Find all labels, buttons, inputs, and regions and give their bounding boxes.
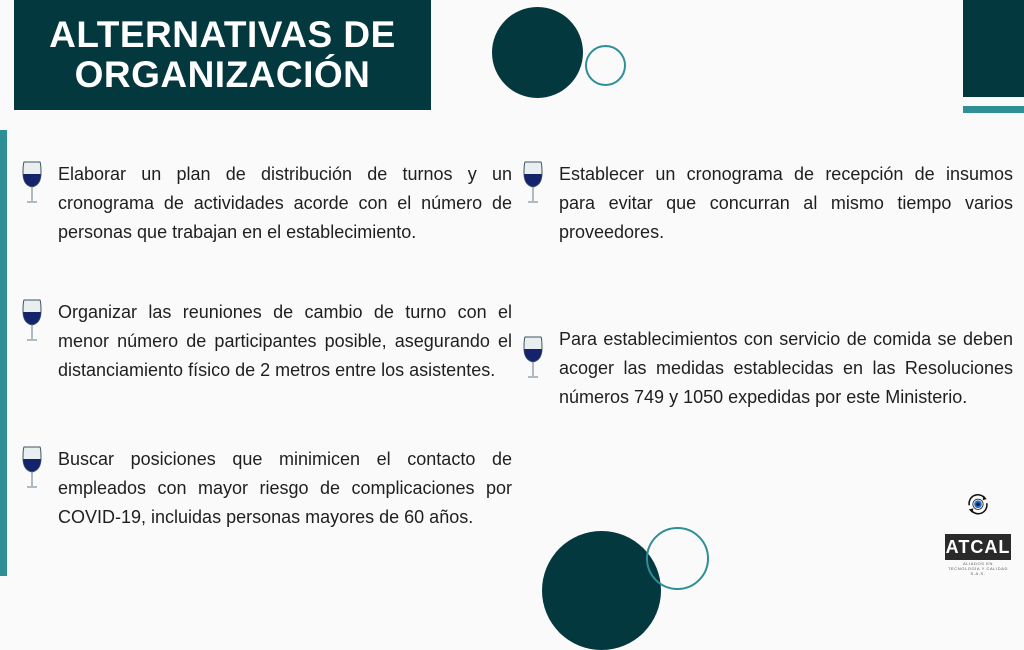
decorative-circle-ring [585, 45, 626, 86]
wine-glass-icon [21, 160, 43, 204]
decorative-circle-bottom-ring [646, 527, 709, 590]
item-text: Establecer un cronograma de recepción de insumos para evitar que concurran al mismo tiempo varios proveedores. [559, 164, 1013, 242]
decorative-corner-line [963, 106, 1024, 113]
logo-tagline-1: ALIADOS EN [962, 561, 993, 566]
item-text: Elaborar un plan de distribución de turnos y un cronograma de actividades acorde con el número de personas que trabajan en el establecimiento. [58, 164, 512, 242]
title-line-2: ORGANIZACIÓN [74, 54, 371, 95]
decorative-left-bar [0, 130, 7, 576]
item-text: Buscar posiciones que minimicen el contacto de empleados con mayor riesgo de complicaciones por COVID-19, incluidas personas mayores de 60 años. [58, 449, 512, 527]
wine-glass-icon [21, 298, 43, 342]
logo-wordmark: ATCAL [945, 534, 1011, 560]
decorative-corner-block [963, 0, 1024, 97]
decorative-circle-bottom-dark [542, 531, 661, 650]
wine-glass-icon [21, 445, 43, 489]
logo-tagline-2: TECNOLOGÍA Y CALIDAD S.A.S. [947, 566, 1009, 576]
title-line-1: ALTERNATIVAS DE [49, 14, 396, 55]
wine-glass-icon [522, 335, 544, 379]
logo-tagline [945, 561, 1011, 576]
eye-cycle-icon [945, 494, 1011, 534]
title-banner [14, 0, 431, 110]
wine-glass-icon [522, 160, 544, 204]
decorative-circle-dark [492, 7, 583, 98]
item-text: Organizar las reuniones de cambio de turno con el menor número de participantes posible, asegurando el distanciamiento físico de 2 metros entre los asistentes. [58, 302, 512, 380]
item-text: Para establecimientos con servicio de comida se deben acoger las medidas establecidas en las Resoluciones números 749 y 1050 expedidas por este Ministerio. [559, 329, 1013, 407]
